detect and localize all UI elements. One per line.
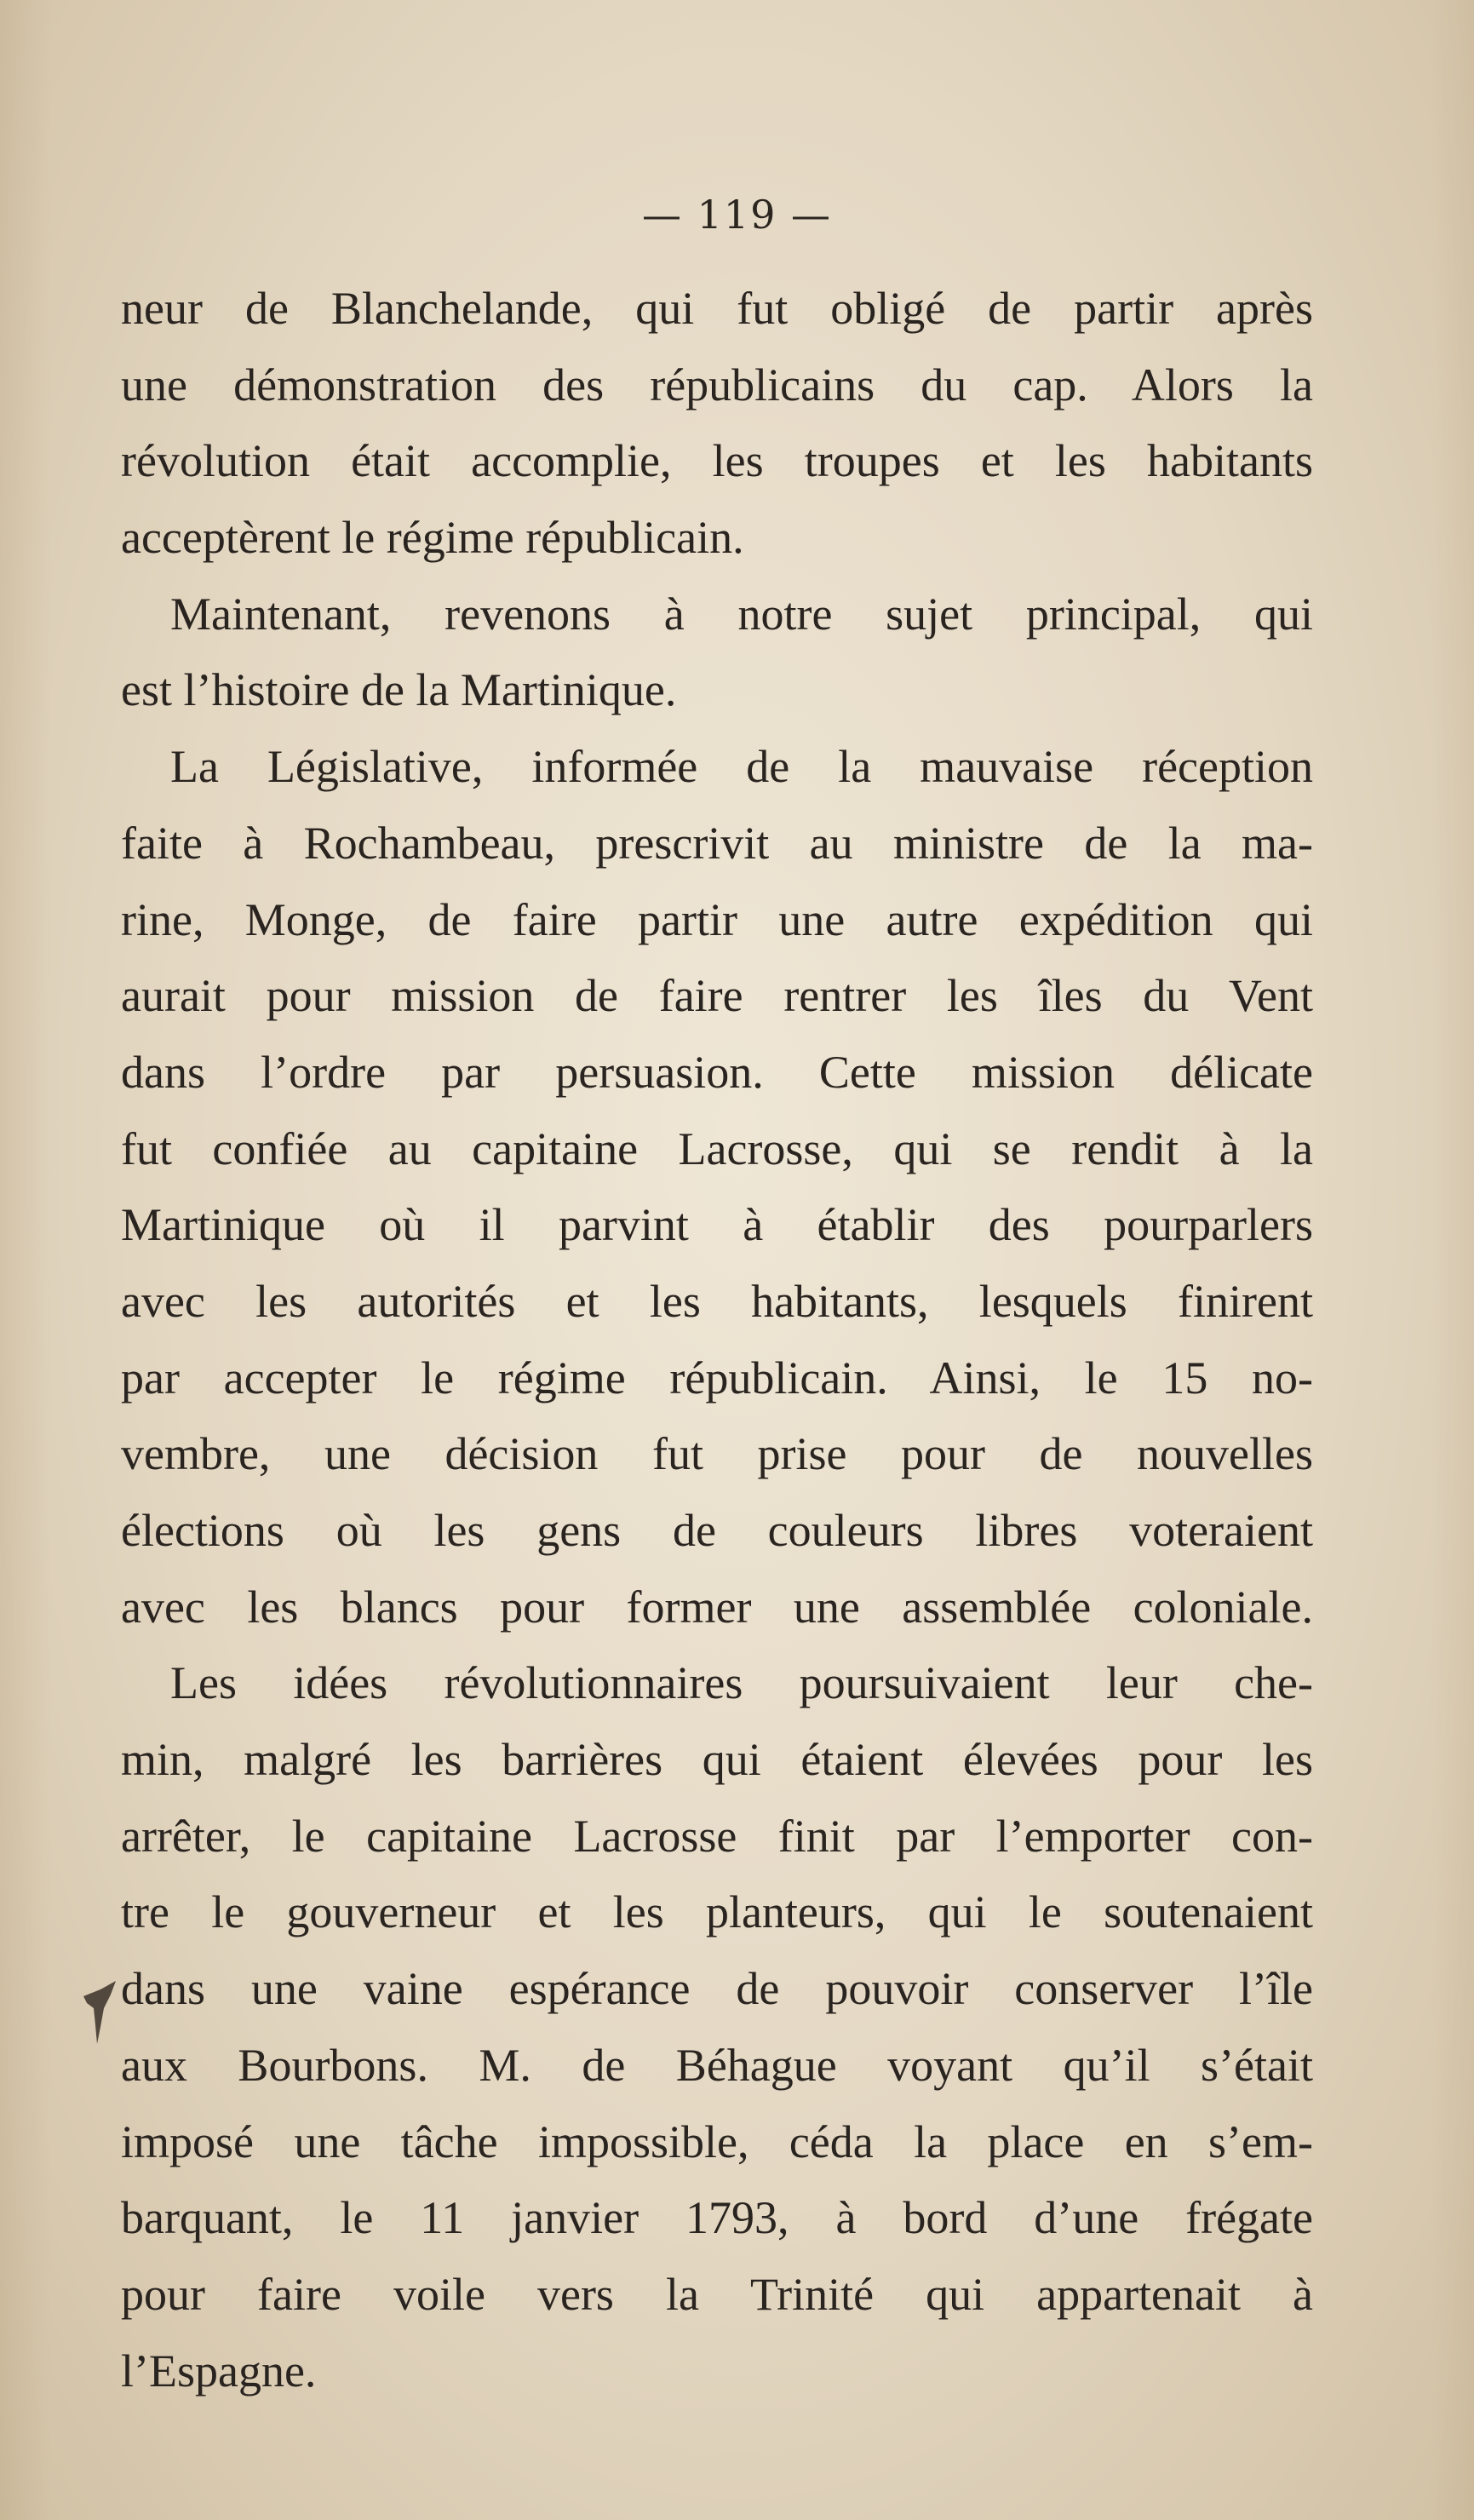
text-line: pour faire voile vers la Trinité qui appartenait à [121, 2268, 1313, 2320]
text-line: Maintenant, revenons à notre sujet principal, qui [170, 588, 1313, 640]
paragraph-2 [121, 577, 1313, 729]
text-line: aux Bourbons. M. de Béhague voyant qu’il s’était [121, 2039, 1313, 2091]
text-line: min, malgré les barrières qui étaient élevées pour les [121, 1734, 1313, 1786]
text-line: vembre, une décision fut prise pour de nouvelles [121, 1428, 1313, 1480]
ink-mark-icon [82, 1974, 133, 2051]
text-line: faite à Rochambeau, prescrivit au ministre de la ma- [121, 817, 1313, 869]
text-line: élections où les gens de couleurs libres voteraient [121, 1505, 1313, 1556]
text-line: acceptèrent le régime républicain. [121, 512, 744, 564]
text-line: rine, Monge, de faire partir une autre expédition qui [121, 893, 1313, 945]
page-number: — 119 — [641, 192, 833, 238]
text-line: l’Espagne. [121, 2345, 317, 2397]
text-line: La Législative, informée de la mauvaise réception [170, 741, 1313, 793]
text-line: révolution était accomplie, les troupes et les habitants [121, 435, 1313, 487]
paragraph-1 [121, 271, 1313, 577]
text-line: avec les blancs pour former une assemblée coloniale. [121, 1581, 1313, 1633]
paragraph-4 [121, 1645, 1313, 2409]
text-line: Martinique où il parvint à établir des pourparlers [121, 1199, 1313, 1251]
text-line: avec les autorités et les habitants, lesquels finirent [121, 1275, 1313, 1327]
text-line: par accepter le régime républicain. Ainsi, le 15 no- [121, 1352, 1313, 1404]
text-line: imposé une tâche impossible, céda la place en s’em- [121, 2115, 1313, 2167]
text-line: fut confiée au capitaine Lacrosse, qui se rendit à la [121, 1122, 1313, 1174]
text-line: est l’histoire de la Martinique. [121, 664, 677, 716]
text-line: tre le gouverneur et les planteurs, qui le soutenaient [121, 1886, 1313, 1938]
text-line: Les idées révolutionnaires poursuivaient leur che- [170, 1657, 1313, 1709]
text-line: arrêter, le capitaine Lacrosse finit par l’emporter con- [121, 1810, 1313, 1862]
text-line: barquant, le 11 janvier 1793, à bord d’une frégate [121, 2192, 1313, 2244]
text-line: aurait pour mission de faire rentrer les îles du Vent [121, 970, 1313, 1022]
text-line: dans une vaine espérance de pouvoir conserver l’île [121, 1963, 1313, 2015]
text-line: dans l’ordre par persuasion. Cette mission délicate [121, 1046, 1313, 1098]
body-text [121, 271, 1313, 2409]
paragraph-3 [121, 729, 1313, 1645]
text-line: une démonstration des républicains du cap. Alors la [121, 359, 1313, 410]
text-line: neur de Blanchelande, qui fut obligé de partir après [121, 283, 1313, 334]
